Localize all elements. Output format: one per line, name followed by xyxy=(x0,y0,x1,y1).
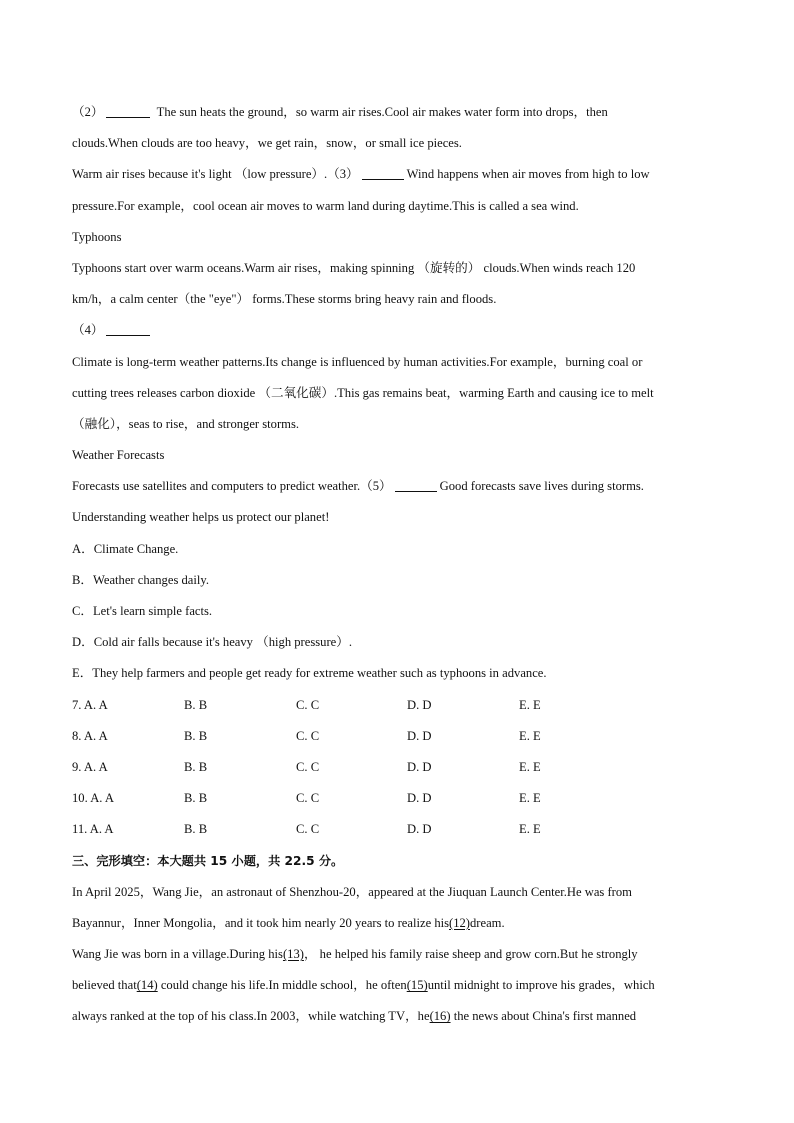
option-b: B．Weather changes daily. xyxy=(72,572,209,587)
passage-line: （融化），seas to rise，and stronger storms. xyxy=(72,416,300,431)
document-page xyxy=(72,97,732,1033)
answer-row-8 xyxy=(72,721,732,752)
answer-choice[interactable]: 9. A. A xyxy=(72,759,108,774)
answer-blank-5[interactable] xyxy=(395,478,437,492)
answer-choice[interactable]: E. E xyxy=(519,697,541,712)
passage-line: Understanding weather helps us protect our planet! xyxy=(72,510,330,525)
answer-choice[interactable]: B. B xyxy=(184,791,208,806)
passage-line: In April 2025，Wang Jie，an astronaut of Shenzhou-20，appeared at the Jiuquan Launch Center.He was from xyxy=(72,884,632,899)
answer-choice[interactable]: D. D xyxy=(407,822,432,837)
answer-choice[interactable]: C. C xyxy=(296,728,320,743)
passage-text: The sun heats the ground，so warm air rises.Cool air makes water form into drops，then xyxy=(156,105,608,119)
answer-row-10 xyxy=(72,783,732,814)
answer-choice[interactable]: E. E xyxy=(519,728,541,743)
passage-line: pressure.For example，cool ocean air moves to warm land during daytime.This is called a sea wind. xyxy=(72,198,579,213)
passage-text: until midnight to improve his grades，which xyxy=(427,978,655,993)
passage-text: Forecasts use satellites and computers to predict weather.（5） xyxy=(72,479,392,494)
option-e: E．They help farmers and people get ready for extreme weather such as typhoons in advance. xyxy=(72,666,547,681)
passage-text: Wind happens when air moves from high to low xyxy=(406,167,650,182)
answer-choice[interactable]: C. C xyxy=(296,697,320,712)
passage-text: dream. xyxy=(470,915,505,930)
answer-row-11 xyxy=(72,814,732,845)
answer-blank-2[interactable] xyxy=(106,104,150,118)
answer-row-7 xyxy=(72,690,732,721)
passage-text: Wang Jie was born in a village.During his xyxy=(72,947,283,962)
answer-choice[interactable]: B. B xyxy=(184,728,208,743)
answer-choice[interactable]: E. E xyxy=(519,759,541,774)
answer-choice[interactable]: 10. A. A xyxy=(72,791,114,806)
subheading-typhoons: Typhoons xyxy=(72,229,122,244)
cloze-blank-15[interactable]: (15) xyxy=(406,978,428,993)
passage-line: cutting trees releases carbon dioxide （二氧化碳）.This gas remains beat，warming Earth and causing ice to melt xyxy=(72,385,654,400)
passage-text: believed that xyxy=(72,978,137,993)
answer-choice[interactable]: E. E xyxy=(519,822,541,837)
passage-text: could change his life.In middle school，he often xyxy=(157,978,407,993)
passage-line xyxy=(72,471,732,502)
passage-text: ， he helped his family raise sheep and grow corn.But he strongly xyxy=(303,947,638,962)
answer-choice[interactable]: D. D xyxy=(407,759,432,774)
answer-choice[interactable]: 8. A. A xyxy=(72,728,108,743)
passage-text: Good forecasts save lives during storms. xyxy=(439,479,644,494)
option-c: C．Let's learn simple facts. xyxy=(72,604,213,618)
answer-choice[interactable]: 7. A. A xyxy=(72,697,108,712)
passage-text: always ranked at the top of his class.In 2003，while watching TV，he xyxy=(72,1009,430,1024)
answer-choice[interactable]: C. C xyxy=(296,822,320,837)
blank-number-4: （4） xyxy=(72,323,104,338)
blank-number-2: （2） xyxy=(72,105,104,119)
answer-choice[interactable]: C. C xyxy=(296,759,320,774)
passage-line xyxy=(72,97,732,128)
subheading-weather-forecasts: Weather Forecasts xyxy=(72,448,165,463)
cloze-blank-16[interactable]: (16) xyxy=(429,1009,451,1024)
passage-line: km/h，a calm center（the "eye"） forms.These storms bring heavy rain and floods. xyxy=(72,292,497,307)
passage-text: Bayannur，Inner Mongolia，and it took him nearly 20 years to realize his xyxy=(72,915,450,930)
answer-row-9 xyxy=(72,752,732,783)
passage-line xyxy=(72,908,732,939)
passage-line xyxy=(72,970,732,1001)
option-a: A．Climate Change. xyxy=(72,541,179,556)
passage-line: Climate is long-term weather patterns.Its change is influenced by human activities.For example，burning coal or xyxy=(72,354,643,369)
answer-blank-3[interactable] xyxy=(362,166,404,180)
answer-choice[interactable]: C. C xyxy=(296,791,320,806)
option-d: D．Cold air falls because it's heavy （high pressure）. xyxy=(72,635,352,650)
cloze-blank-14[interactable]: (14) xyxy=(136,978,158,993)
answer-choice[interactable]: 11. A. A xyxy=(72,822,114,837)
answer-blank-4[interactable] xyxy=(106,322,150,336)
passage-text: the news about China's first manned xyxy=(450,1009,637,1024)
passage-line: Typhoons start over warm oceans.Warm air rises，making spinning （旋转的） clouds.When winds reach 120 xyxy=(72,260,636,275)
answer-choice[interactable]: D. D xyxy=(407,697,432,712)
cloze-blank-13[interactable]: (13) xyxy=(282,947,304,962)
passage-line xyxy=(72,315,732,346)
passage-line xyxy=(72,159,732,190)
passage-text: Warm air rises because it's light （low pressure）.（3） xyxy=(72,167,359,182)
passage-line xyxy=(72,1001,732,1032)
answer-choice[interactable]: D. D xyxy=(407,728,432,743)
answer-choice[interactable]: E. E xyxy=(519,791,541,806)
answer-choice[interactable]: B. B xyxy=(184,822,208,837)
section-heading: 三、完形填空：本大题共 15 小题，共 22.5 分。 xyxy=(72,853,344,868)
passage-line: clouds.When clouds are too heavy，we get rain，snow，or small ice pieces. xyxy=(72,136,462,151)
answer-choice[interactable]: B. B xyxy=(184,697,208,712)
answer-choice[interactable]: B. B xyxy=(184,759,208,774)
answer-choice[interactable]: D. D xyxy=(407,791,432,806)
cloze-blank-12[interactable]: (12) xyxy=(449,915,470,930)
passage-line xyxy=(72,939,732,970)
